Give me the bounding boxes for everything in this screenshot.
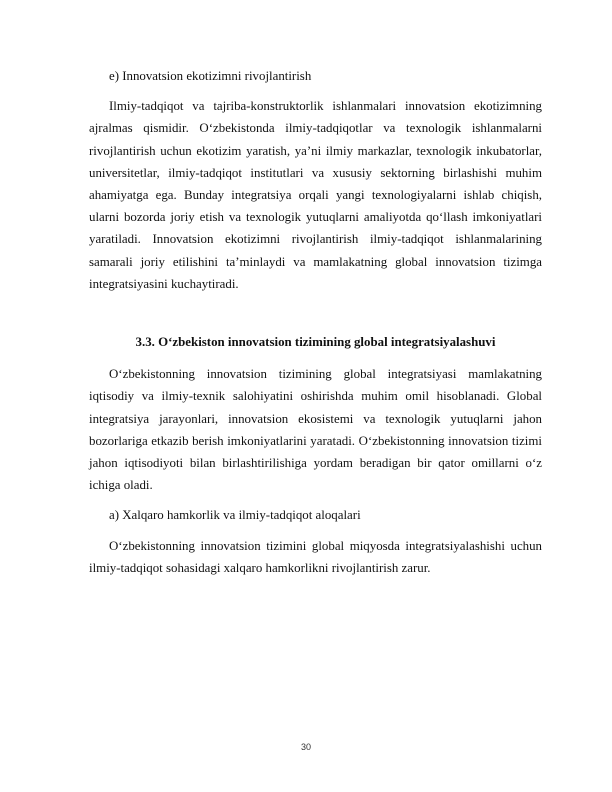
paragraph-integration-intro: O‘zbekistonning innovatsion tizimining global integratsiyasi mamlakatning iqtisodiy va ilmiy-texnik salohiyatini oshirishda muhim omil hisoblanadi. Global integratsiya jarayonlari, innovatsion ekosistemi va texnologik yutuqlarni jahon bozorlariga etkazib berish imkoniyatlarini yaratadi. O‘zbekistonning innovatsion tizimi jahon iqtisodiyoti bilan birlashtirilishiga yordam beradigan bir qator omillarni o‘z ichiga oladi. bbox=[89, 367, 542, 493]
subsection-heading-e: e) Innovatsion ekotizimni rivojlantirish bbox=[109, 69, 312, 83]
section-title: 3.3. O‘zbekiston innovatsion tizimining global integratsiyalashuvi bbox=[135, 335, 496, 350]
paragraph-ecosystem: Ilmiy-tadqiqot va tajriba-konstruktorlik ishlanmalari innovatsion ekotizimning ajralmas qismidir. O‘zbekistonda ilmiy-tadqiqotlar va texnologik ishlanmalarni rivojlantirish uchun ekotizim yaratish, ya’ni ilmiy markazlar, texnologik inkubatorlar, universitetlar, ilmiy-tadqiqot institutlari va xususiy sektorning birlashishi muhim ahamiyatga ega. Bunday integratsiya orqali yangi texnologiyalarni ishlab chiqish, ularni bozorda joriy etish va texnologik yutuqlarni amaliyotda qo‘llash imkoniyatlari yaratiladi. Innovatsion ekotizimni rivojlantirish ilmiy-tadqiqot ishlanmalarining samarali joriy etilishini ta’minlaydi va mamlakatning global innovatsion tizimga integratsiyasini kuchaytiradi. bbox=[89, 99, 542, 291]
page-content bbox=[89, 65, 542, 579]
page-number: 30 bbox=[300, 742, 311, 752]
paragraph-international-cooperation: O‘zbekistonning innovatsion tizimini global miqyosda integratsiyalashishi uchun ilmiy-tadqiqot sohasidagi xalqaro hamkorlikni rivojlantirish zarur. bbox=[89, 538, 542, 575]
subsection-heading-a: a) Xalqaro hamkorlik va ilmiy-tadqiqot aloqalari bbox=[109, 508, 361, 523]
